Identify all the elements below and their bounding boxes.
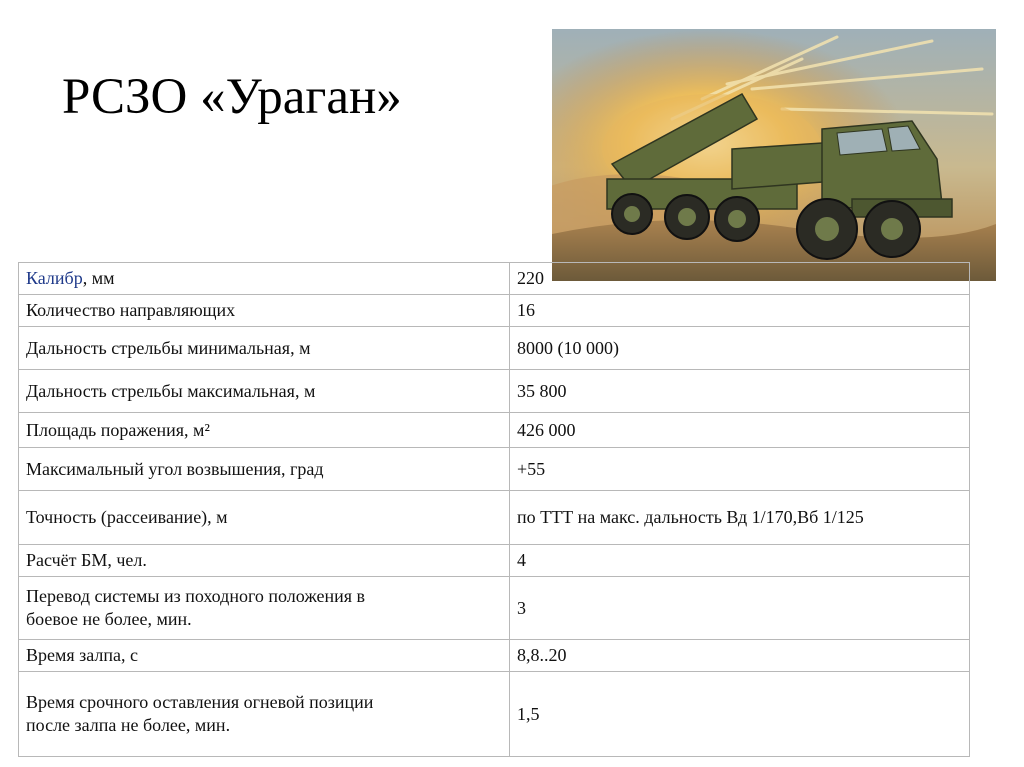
caliber-link[interactable]: Калибр [26, 268, 83, 288]
table-row [19, 640, 970, 672]
spec-value: 4 [510, 545, 970, 577]
spec-label: Расчёт БМ, чел. [19, 545, 510, 577]
spec-label: Дальность стрельбы максимальная, м [19, 370, 510, 413]
spec-label: Время срочного оставления огневой позиции после залпа не более, мин. [19, 672, 510, 757]
spec-value: 1,5 [510, 672, 970, 757]
spec-label: Время залпа, с [19, 640, 510, 672]
table-row [19, 327, 970, 370]
table-row [19, 263, 970, 295]
table-row [19, 413, 970, 448]
spec-value: 426 000 [510, 413, 970, 448]
spec-value: 220 [510, 263, 970, 295]
spec-label: Дальность стрельбы минимальная, м [19, 327, 510, 370]
spec-value: 8,8..20 [510, 640, 970, 672]
spec-value: 8000 (10 000) [510, 327, 970, 370]
spec-label: Калибр, мм [19, 263, 510, 295]
table-row [19, 491, 970, 545]
spec-label: Площадь поражения, м² [19, 413, 510, 448]
slide-title: РСЗО «Ураган» [62, 69, 402, 125]
table-row [19, 577, 970, 640]
table-row [19, 370, 970, 413]
launcher-illustration-icon [552, 29, 996, 281]
table-row [19, 672, 970, 757]
spec-value: по ТТТ на макс. дальность Вд 1/170,Вб 1/125 [510, 491, 970, 545]
table-row [19, 448, 970, 491]
spec-label: Максимальный угол возвышения, град [19, 448, 510, 491]
specs-table [18, 262, 970, 757]
rocket-launcher-truck-illustration [552, 29, 996, 281]
table-row [19, 545, 970, 577]
spec-label: Перевод системы из походного положения в боевое не более, мин. [19, 577, 510, 640]
table-row [19, 295, 970, 327]
spec-label: Количество направляющих [19, 295, 510, 327]
spec-value: 16 [510, 295, 970, 327]
spec-value: 3 [510, 577, 970, 640]
spec-label: Точность (рассеивание), м [19, 491, 510, 545]
spec-value: +55 [510, 448, 970, 491]
spec-value: 35 800 [510, 370, 970, 413]
